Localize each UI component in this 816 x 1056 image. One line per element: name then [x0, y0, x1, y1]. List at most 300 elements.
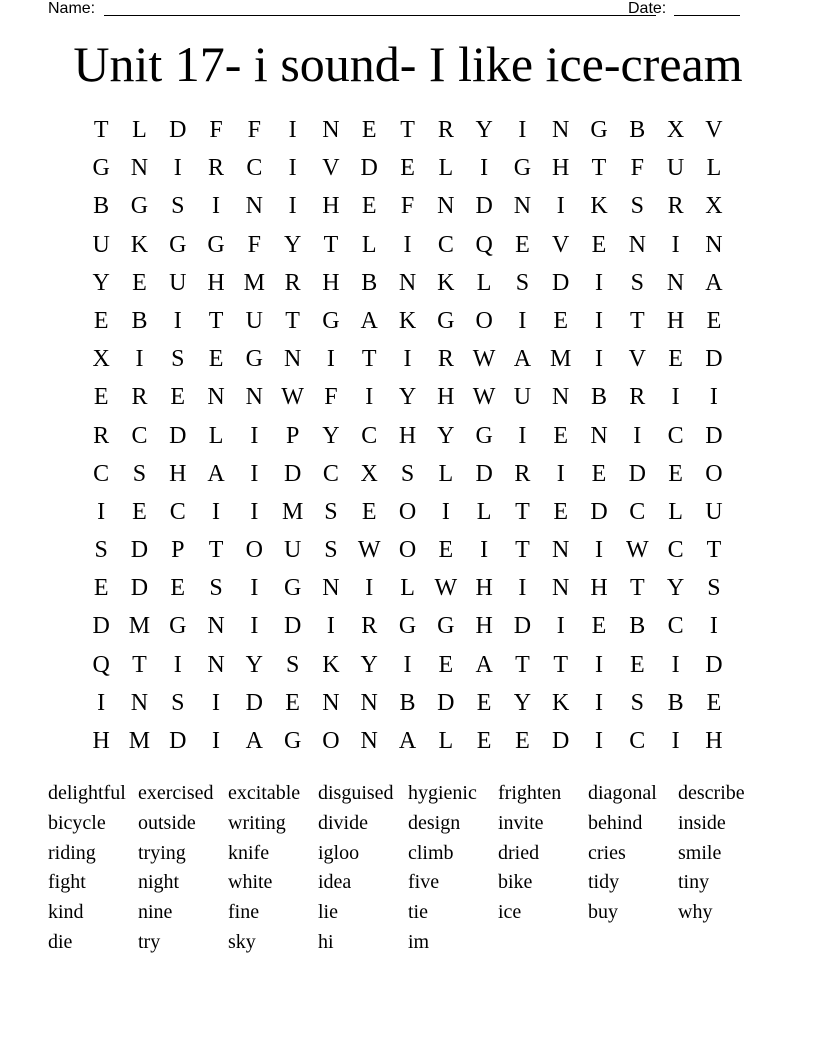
grid-letter[interactable]: E [93, 575, 109, 602]
grid-letter[interactable]: I [250, 460, 259, 487]
grid-letter[interactable]: G [398, 613, 417, 640]
grid-letter[interactable]: V [322, 155, 340, 182]
grid-letter[interactable]: C [629, 498, 646, 525]
grid-letter[interactable]: D [283, 460, 302, 487]
grid-letter[interactable]: D [245, 689, 263, 716]
grid-letter[interactable]: Q [92, 651, 110, 678]
grid-letter[interactable]: I [365, 384, 374, 411]
grid-letter[interactable]: I [595, 728, 603, 754]
grid-letter[interactable]: I [97, 498, 106, 525]
grid-letter[interactable]: W [472, 346, 496, 373]
grid-letter[interactable]: T [285, 307, 300, 334]
grid-letter[interactable]: Y [475, 117, 493, 143]
grid-letter[interactable]: E [361, 117, 377, 143]
grid-letter[interactable]: Q [475, 231, 493, 258]
grid-letter[interactable]: I [480, 155, 489, 182]
word-list-item: nine [138, 901, 173, 924]
grid-letter[interactable]: C [169, 498, 186, 525]
grid-letter[interactable]: N [207, 613, 225, 640]
grid-letter[interactable]: D [283, 613, 302, 640]
grid-letter[interactable]: V [628, 346, 646, 373]
grid-letter[interactable]: A [398, 728, 417, 754]
grid-letter[interactable]: N [130, 689, 149, 716]
grid-letter[interactable]: Y [666, 575, 685, 602]
grid-letter[interactable]: K [552, 689, 570, 716]
grid-letter[interactable]: E [170, 575, 186, 602]
grid-letter[interactable]: Y [360, 651, 378, 678]
grid-letter[interactable]: I [671, 231, 680, 258]
grid-letter[interactable]: I [173, 307, 182, 334]
grid-letter[interactable]: T [361, 346, 377, 373]
grid-letter[interactable]: D [169, 117, 187, 143]
grid-letter[interactable]: C [667, 422, 684, 449]
grid-letter[interactable]: D [92, 613, 110, 640]
grid-letter[interactable]: Y [437, 422, 455, 449]
grid-letter[interactable]: I [671, 384, 680, 411]
grid-letter[interactable]: E [93, 307, 109, 334]
grid-letter[interactable]: I [518, 117, 527, 143]
grid-letter[interactable]: H [92, 728, 110, 754]
grid-letter[interactable]: R [437, 346, 454, 373]
grid-letter[interactable]: G [475, 422, 493, 449]
grid-letter[interactable]: X [360, 460, 378, 487]
grid-letter[interactable]: G [437, 307, 455, 334]
grid-letter[interactable]: H [322, 193, 340, 220]
grid-letter[interactable]: D [437, 689, 455, 716]
grid-letter[interactable]: N [628, 231, 646, 258]
grid-letter[interactable]: W [625, 537, 649, 564]
grid-letter[interactable]: C [93, 460, 110, 487]
grid-letter[interactable]: I [326, 613, 335, 640]
grid-letter[interactable]: N [513, 193, 532, 220]
grid-letter[interactable]: C [246, 155, 263, 182]
grid-letter[interactable]: I [288, 193, 297, 220]
date-label: Date: [628, 0, 667, 17]
grid-letter[interactable]: I [288, 155, 297, 182]
grid-letter[interactable]: D [552, 728, 570, 754]
grid-letter[interactable]: K [322, 651, 340, 678]
grid-letter[interactable]: X [92, 346, 110, 373]
grid-letter[interactable]: Y [513, 689, 532, 716]
grid-letter[interactable]: S [515, 269, 530, 296]
grid-letter[interactable]: R [514, 460, 531, 487]
grid-letter[interactable]: S [171, 346, 185, 373]
grid-letter[interactable]: W [357, 537, 381, 564]
grid-letter[interactable]: T [515, 498, 530, 525]
grid-letter[interactable]: I [250, 575, 259, 602]
grid-letter[interactable]: N [130, 155, 149, 182]
grid-letter[interactable]: G [513, 155, 532, 182]
grid-letter[interactable]: I [212, 728, 221, 754]
grid-letter[interactable]: T [208, 307, 224, 334]
grid-letter[interactable]: T [93, 117, 109, 143]
grid-letter[interactable]: O [475, 307, 493, 334]
grid-letter[interactable]: H [705, 728, 723, 754]
word-list-item: invite [498, 811, 544, 834]
grid-letter[interactable]: I [403, 651, 412, 678]
grid-letter[interactable]: T [400, 117, 415, 143]
grid-letter[interactable]: P [285, 422, 300, 449]
grid-letter[interactable]: U [513, 384, 532, 411]
grid-letter[interactable]: C [322, 460, 339, 487]
grid-letter[interactable]: I [633, 422, 642, 449]
grid-letter[interactable]: A [513, 346, 532, 373]
grid-letter[interactable]: G [169, 613, 187, 640]
grid-letter[interactable]: S [171, 193, 185, 220]
word-list-item: behind [588, 811, 643, 834]
grid-letter[interactable]: H [666, 307, 685, 334]
grid-letter[interactable]: N [322, 117, 340, 143]
grid-letter[interactable]: E [438, 651, 454, 678]
grid-letter[interactable]: L [400, 575, 415, 602]
grid-letter[interactable]: B [131, 307, 148, 334]
grid-letter[interactable]: U [666, 155, 685, 182]
word-list [48, 779, 768, 958]
grid-letter[interactable]: T [553, 651, 569, 678]
grid-letter[interactable]: S [132, 460, 147, 487]
grid-letter[interactable]: T [515, 537, 530, 564]
grid-letter[interactable]: E [132, 269, 147, 296]
grid-letter[interactable]: B [399, 689, 416, 716]
grid-letter[interactable]: I [595, 537, 603, 564]
grid-letter[interactable]: G [283, 728, 302, 754]
grid-letter[interactable]: E [591, 231, 607, 258]
grid-letter[interactable]: R [629, 384, 646, 411]
grid-letter[interactable]: E [668, 346, 683, 373]
grid-letter[interactable]: N [590, 422, 608, 449]
grid-letter[interactable]: D [590, 498, 608, 525]
grid-letter[interactable]: E [553, 498, 569, 525]
grid-letter[interactable]: E [132, 498, 147, 525]
grid-letter[interactable]: F [324, 384, 338, 411]
grid-letter[interactable]: D [705, 422, 723, 449]
grid-letter[interactable]: H [322, 269, 340, 296]
grid-letter[interactable]: A [475, 651, 493, 678]
grid-letter[interactable]: D [628, 460, 646, 487]
grid-letter[interactable]: W [281, 384, 304, 411]
grid-letter[interactable]: T [208, 537, 224, 564]
grid-letter[interactable]: E [400, 155, 415, 182]
grid-letter[interactable]: D [130, 575, 149, 602]
grid-letter[interactable]: B [591, 384, 608, 411]
grid-letter[interactable]: X [666, 117, 685, 143]
grid-letter[interactable]: N [437, 193, 455, 220]
grid-letter[interactable]: D [552, 269, 570, 296]
grid-letter[interactable]: G [437, 613, 455, 640]
grid-letter[interactable]: I [250, 498, 259, 525]
grid-letter[interactable]: I [135, 346, 144, 373]
grid-letter[interactable]: C [361, 422, 378, 449]
grid-letter[interactable]: O [245, 537, 263, 564]
grid-letter[interactable]: S [324, 498, 338, 525]
grid-letter[interactable]: H [207, 269, 225, 296]
grid-letter[interactable]: D [475, 193, 493, 220]
grid-letter[interactable]: E [285, 689, 300, 716]
grid-letter[interactable]: N [283, 346, 302, 373]
grid-letter[interactable]: D [360, 155, 378, 182]
grid-letter[interactable]: I [250, 422, 259, 449]
grid-letter[interactable]: Y [283, 231, 302, 258]
grid-letter[interactable]: T [629, 307, 645, 334]
grid-letter[interactable]: I [556, 613, 565, 640]
grid-letter[interactable]: E [170, 384, 186, 411]
grid-letter[interactable]: I [212, 498, 221, 525]
grid-letter[interactable]: S [94, 537, 108, 564]
grid-letter[interactable]: V [552, 231, 570, 258]
grid-letter[interactable]: I [97, 689, 106, 716]
grid-letter[interactable]: S [209, 575, 223, 602]
grid-letter[interactable]: S [400, 460, 415, 487]
grid-letter[interactable]: N [207, 651, 225, 678]
grid-letter[interactable]: I [480, 537, 489, 564]
grid-letter[interactable]: N [245, 193, 263, 220]
grid-letter[interactable]: T [323, 231, 339, 258]
grid-letter[interactable]: A [245, 728, 263, 754]
grid-letter[interactable]: P [171, 537, 185, 564]
grid-letter[interactable]: I [595, 307, 603, 334]
grid-letter[interactable]: E [361, 498, 377, 525]
grid-letter[interactable]: F [630, 155, 644, 182]
grid-letter[interactable]: E [438, 537, 454, 564]
grid-letter[interactable]: G [92, 155, 110, 182]
grid-letter[interactable]: H [437, 384, 455, 411]
grid-letter[interactable]: R [361, 613, 378, 640]
grid-letter[interactable]: U [92, 231, 110, 258]
grid-letter[interactable]: U [705, 498, 723, 525]
grid-letter[interactable]: I [595, 651, 603, 678]
grid-letter[interactable]: N [360, 728, 378, 754]
grid-letter[interactable]: L [361, 231, 377, 258]
grid-letter[interactable]: F [247, 117, 262, 143]
grid-letter[interactable]: C [667, 537, 684, 564]
grid-letter[interactable]: L [438, 155, 454, 182]
grid-letter[interactable]: I [595, 346, 603, 373]
grid-letter[interactable]: T [629, 575, 645, 602]
grid-letter[interactable]: O [322, 728, 340, 754]
grid-letter[interactable]: E [476, 728, 492, 754]
grid-letter[interactable]: W [472, 384, 496, 411]
grid-letter[interactable]: E [553, 422, 569, 449]
grid-letter[interactable]: S [630, 193, 644, 220]
grid-letter[interactable]: E [706, 689, 722, 716]
grid-letter[interactable]: E [591, 613, 607, 640]
grid-letter[interactable]: K [590, 193, 608, 220]
grid-letter[interactable]: E [93, 384, 109, 411]
grid-letter[interactable]: H [475, 613, 493, 640]
grid-letter[interactable]: I [518, 307, 527, 334]
grid-letter[interactable]: E [591, 460, 607, 487]
grid-letter[interactable]: K [437, 269, 455, 296]
grid-letter[interactable]: N [398, 269, 417, 296]
grid-letter[interactable]: R [93, 422, 110, 449]
grid-letter[interactable]: L [438, 460, 454, 487]
grid-letter[interactable]: R [284, 269, 301, 296]
grid-letter[interactable]: I [403, 346, 412, 373]
grid-letter[interactable]: N [360, 689, 378, 716]
grid-letter[interactable]: H [169, 460, 187, 487]
grid-letter[interactable]: M [128, 728, 151, 754]
grid-letter[interactable]: S [707, 575, 721, 602]
date-blank-line[interactable] [674, 15, 740, 16]
grid-letter[interactable]: H [552, 155, 570, 182]
grid-letter[interactable]: Y [245, 651, 263, 678]
grid-letter[interactable]: E [668, 460, 683, 487]
grid-letter[interactable]: L [438, 728, 454, 754]
grid-letter[interactable]: I [288, 117, 297, 143]
grid-letter[interactable]: F [247, 231, 262, 258]
grid-letter[interactable]: G [283, 575, 302, 602]
grid-letter[interactable]: B [361, 269, 378, 296]
grid-letter[interactable]: T [706, 537, 722, 564]
grid-letter[interactable]: B [629, 613, 646, 640]
grid-letter[interactable]: N [552, 575, 570, 602]
grid-letter[interactable]: N [705, 231, 723, 258]
word-list-item: hi [318, 930, 334, 953]
grid-letter[interactable]: I [595, 689, 603, 716]
grid-letter[interactable]: D [705, 346, 723, 373]
grid-letter[interactable]: F [209, 117, 223, 143]
grid-letter[interactable]: O [705, 460, 723, 487]
grid-letter[interactable]: T [515, 651, 530, 678]
grid-letter[interactable]: I [212, 689, 221, 716]
grid-letter[interactable]: Y [322, 422, 340, 449]
grid-letter[interactable]: O [398, 537, 417, 564]
grid-letter[interactable]: H [475, 575, 493, 602]
grid-letter[interactable]: D [705, 651, 723, 678]
grid-letter[interactable]: I [173, 651, 182, 678]
grid-letter[interactable]: M [281, 498, 304, 525]
grid-letter[interactable]: I [326, 346, 335, 373]
grid-letter[interactable]: C [131, 422, 148, 449]
grid-letter[interactable]: M [128, 613, 151, 640]
grid-letter[interactable]: B [93, 193, 110, 220]
grid-letter[interactable]: H [398, 422, 417, 449]
grid-letter[interactable]: N [322, 575, 340, 602]
grid-letter[interactable]: C [629, 728, 646, 754]
grid-letter[interactable]: Y [92, 269, 110, 296]
grid-letter[interactable]: E [208, 346, 224, 373]
grid-letter[interactable]: G [130, 193, 149, 220]
word-list-item: diagonal [588, 782, 657, 804]
grid-letter[interactable]: W [434, 575, 458, 602]
grid-letter[interactable]: T [591, 155, 607, 182]
grid-letter[interactable]: I [709, 613, 718, 640]
grid-letter[interactable]: K [130, 231, 149, 258]
grid-letter[interactable]: K [398, 307, 417, 334]
grid-letter[interactable]: N [552, 117, 570, 143]
grid-letter[interactable]: E [476, 689, 492, 716]
grid-letter[interactable]: R [437, 117, 454, 143]
grid-letter[interactable]: N [245, 384, 263, 411]
grid-letter[interactable]: I [671, 728, 680, 754]
grid-letter[interactable]: L [706, 155, 722, 182]
grid-letter[interactable]: N [552, 537, 570, 564]
grid-letter[interactable]: N [552, 384, 570, 411]
grid-letter[interactable]: I [441, 498, 450, 525]
grid-letter[interactable]: N [207, 384, 225, 411]
grid-letter[interactable]: U [169, 269, 187, 296]
grid-letter[interactable]: G [590, 117, 608, 143]
grid-letter[interactable]: R [667, 193, 684, 220]
grid-letter[interactable]: I [556, 193, 565, 220]
grid-letter[interactable]: I [518, 422, 527, 449]
grid-letter[interactable]: E [629, 651, 645, 678]
grid-letter[interactable]: I [595, 269, 603, 296]
grid-letter[interactable]: S [285, 651, 300, 678]
grid-letter[interactable]: A [360, 307, 378, 334]
grid-letter[interactable]: S [630, 269, 644, 296]
grid-letter[interactable]: L [476, 269, 492, 296]
grid-letter[interactable]: R [131, 384, 148, 411]
grid-letter[interactable]: L [132, 117, 147, 143]
grid-letter[interactable]: G [245, 346, 263, 373]
grid-letter[interactable]: I [556, 460, 565, 487]
grid-letter[interactable]: C [437, 231, 454, 258]
grid-letter[interactable]: U [283, 537, 302, 564]
grid-letter[interactable]: L [668, 498, 683, 525]
grid-letter[interactable]: V [705, 117, 723, 143]
grid-letter[interactable]: G [322, 307, 340, 334]
grid-letter[interactable]: S [324, 537, 338, 564]
grid-letter[interactable]: Y [398, 384, 417, 411]
grid-letter[interactable]: M [243, 269, 265, 296]
grid-letter[interactable]: D [475, 460, 493, 487]
grid-letter[interactable]: I [403, 231, 412, 258]
grid-letter[interactable]: I [671, 651, 680, 678]
grid-letter[interactable]: I [365, 575, 374, 602]
grid-letter[interactable]: E [515, 231, 530, 258]
grid-letter[interactable]: E [361, 193, 377, 220]
grid-letter[interactable]: D [169, 422, 187, 449]
grid-letter[interactable]: O [398, 498, 417, 525]
grid-letter[interactable]: B [629, 117, 646, 143]
grid-letter[interactable]: M [550, 346, 572, 373]
grid-letter[interactable]: A [705, 269, 723, 296]
grid-letter[interactable]: E [706, 307, 722, 334]
grid-letter[interactable]: C [667, 613, 684, 640]
grid-letter[interactable]: L [476, 498, 492, 525]
grid-letter[interactable]: G [207, 231, 225, 258]
grid-letter[interactable]: X [705, 193, 723, 220]
word-list-item: delightful [48, 782, 126, 804]
grid-letter[interactable]: T [132, 651, 147, 678]
grid-letter[interactable]: R [208, 155, 225, 182]
grid-letter[interactable]: G [169, 231, 187, 258]
grid-letter[interactable]: I [709, 384, 718, 411]
grid-letter[interactable]: U [245, 307, 263, 334]
grid-letter[interactable]: F [400, 193, 415, 220]
grid-letter[interactable]: E [553, 307, 569, 334]
grid-letter[interactable]: D [130, 537, 149, 564]
word-list-item: tidy [588, 871, 620, 894]
grid-letter[interactable]: I [173, 155, 182, 182]
grid-letter[interactable]: I [518, 575, 527, 602]
grid-letter[interactable]: I [212, 193, 221, 220]
grid-letter[interactable]: I [250, 613, 259, 640]
grid-letter[interactable]: A [207, 460, 225, 487]
grid-letter[interactable]: E [515, 728, 530, 754]
grid-letter[interactable]: N [666, 269, 685, 296]
grid-letter[interactable]: N [322, 689, 340, 716]
grid-letter[interactable]: D [513, 613, 532, 640]
grid-letter[interactable]: S [171, 689, 185, 716]
grid-letter[interactable]: D [169, 728, 187, 754]
grid-letter[interactable]: H [590, 575, 608, 602]
name-blank-line[interactable] [104, 15, 656, 16]
grid-letter[interactable]: L [208, 422, 224, 449]
grid-letter[interactable]: S [630, 689, 644, 716]
grid-letter[interactable]: B [667, 689, 684, 716]
